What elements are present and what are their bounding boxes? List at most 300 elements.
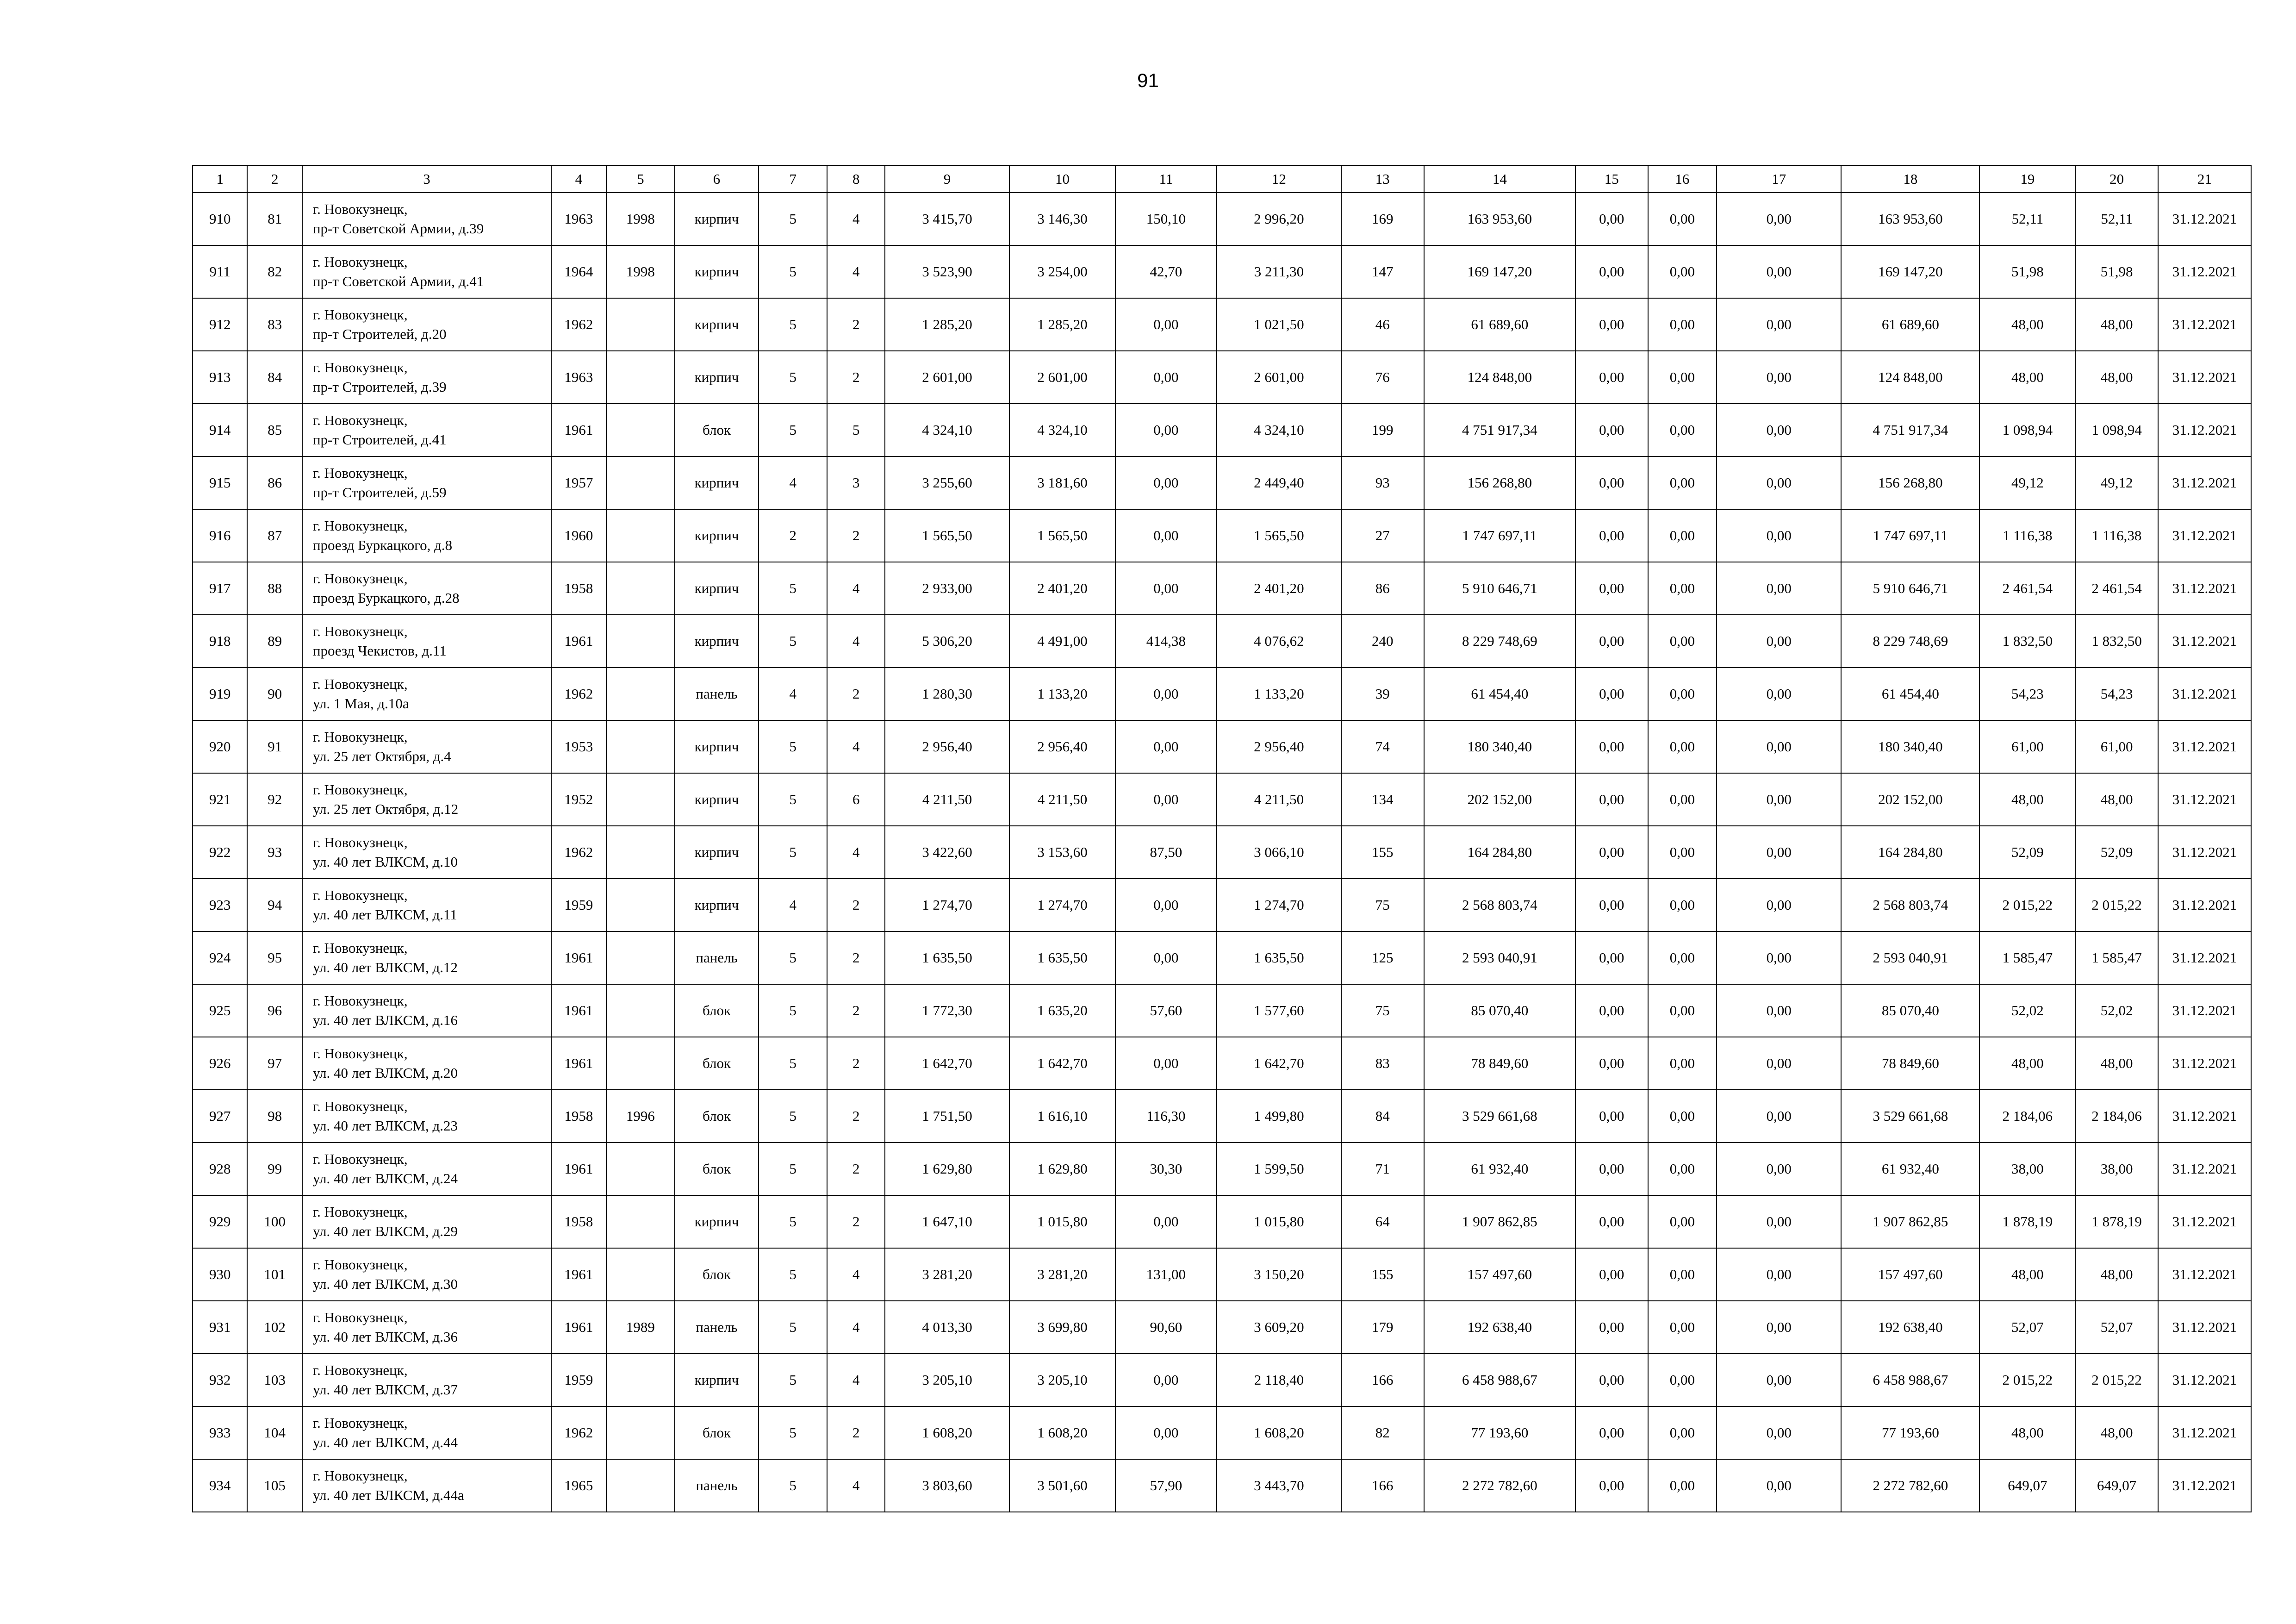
cell-col-9: 3 422,60 [885, 826, 1009, 879]
cell-col-20: 1 585,47 [2075, 931, 2158, 984]
cell-col-16: 0,00 [1648, 773, 1717, 826]
cell-col-10: 4 491,00 [1009, 615, 1115, 668]
cell-col-16: 0,00 [1648, 931, 1717, 984]
address-city: г. Новокузнецк, [312, 1362, 408, 1378]
cell-col-7: 5 [759, 826, 828, 879]
cell-col-14: 61 689,60 [1424, 298, 1575, 351]
cell-col-12: 3 211,30 [1217, 245, 1341, 298]
cell-col-13: 27 [1341, 509, 1424, 562]
cell-col-6: кирпич [675, 615, 759, 668]
cell-col-10: 4 324,10 [1009, 404, 1115, 456]
cell-col-6: кирпич [675, 1195, 759, 1248]
address-city: г. Новокузнецк, [312, 1045, 408, 1062]
cell-col-19: 2 461,54 [1979, 562, 2075, 615]
address-street: ул. 40 лет ВЛКСМ, д.30 [312, 1276, 458, 1292]
cell-col-16: 0,00 [1648, 509, 1717, 562]
cell-col-7: 4 [759, 668, 828, 720]
cell-col-2: 88 [247, 562, 302, 615]
cell-col-2: 95 [247, 931, 302, 984]
cell-col-8: 2 [827, 509, 885, 562]
cell-col-19: 1 585,47 [1979, 931, 2075, 984]
cell-col-5 [606, 1037, 675, 1090]
address-city: г. Новокузнецк, [312, 623, 408, 639]
cell-col-16: 0,00 [1648, 245, 1717, 298]
cell-col-16: 0,00 [1648, 615, 1717, 668]
cell-col-1: 927 [193, 1090, 247, 1143]
cell-col-6: кирпич [675, 193, 759, 245]
cell-col-1: 914 [193, 404, 247, 456]
table-row [193, 1090, 2251, 1143]
cell-col-20: 2 461,54 [2075, 562, 2158, 615]
cell-col-5: 1998 [606, 193, 675, 245]
column-header-11: 11 [1115, 166, 1217, 193]
cell-col-18: 4 751 917,34 [1841, 404, 1979, 456]
cell-col-6: блок [675, 1037, 759, 1090]
cell-col-8: 2 [827, 298, 885, 351]
table-row [193, 351, 2251, 404]
cell-col-15: 0,00 [1575, 1037, 1648, 1090]
cell-col-2: 84 [247, 351, 302, 404]
cell-col-12: 1 608,20 [1217, 1406, 1341, 1459]
cell-col-4: 1961 [551, 1301, 606, 1354]
address-street: ул. 40 лет ВЛКСМ, д.37 [312, 1381, 458, 1398]
cell-col-17: 0,00 [1717, 509, 1841, 562]
address-cell [302, 1090, 551, 1143]
cell-col-10: 3 281,20 [1009, 1248, 1115, 1301]
cell-col-12: 2 996,20 [1217, 193, 1341, 245]
cell-col-19: 649,07 [1979, 1459, 2075, 1512]
address-city: г. Новокузнецк, [312, 201, 408, 217]
address-city: г. Новокузнецк, [312, 465, 408, 481]
cell-col-17: 0,00 [1717, 826, 1841, 879]
cell-col-8: 4 [827, 826, 885, 879]
cell-col-20: 1 832,50 [2075, 615, 2158, 668]
cell-col-16: 0,00 [1648, 1195, 1717, 1248]
cell-col-6: кирпич [675, 773, 759, 826]
cell-col-18: 85 070,40 [1841, 984, 1979, 1037]
cell-col-14: 61 454,40 [1424, 668, 1575, 720]
address-street: ул. 40 лет ВЛКСМ, д.12 [312, 959, 458, 975]
column-header-12: 12 [1217, 166, 1341, 193]
cell-col-19: 1 098,94 [1979, 404, 2075, 456]
table-row [193, 298, 2251, 351]
address-cell [302, 456, 551, 509]
cell-col-4: 1962 [551, 298, 606, 351]
cell-col-4: 1961 [551, 1143, 606, 1195]
cell-col-4: 1965 [551, 1459, 606, 1512]
column-header-1: 1 [193, 166, 247, 193]
cell-col-10: 1 565,50 [1009, 509, 1115, 562]
cell-col-2: 82 [247, 245, 302, 298]
cell-col-10: 3 254,00 [1009, 245, 1115, 298]
cell-col-20: 649,07 [2075, 1459, 2158, 1512]
cell-col-9: 1 608,20 [885, 1406, 1009, 1459]
address-street: пр-т Строителей, д.20 [312, 326, 447, 342]
cell-col-5 [606, 826, 675, 879]
address-city: г. Новокузнецк, [312, 887, 408, 903]
address-city: г. Новокузнецк, [312, 781, 408, 798]
cell-col-7: 5 [759, 773, 828, 826]
cell-col-20: 48,00 [2075, 1037, 2158, 1090]
address-street: ул. 40 лет ВЛКСМ, д.20 [312, 1065, 458, 1081]
table-row [193, 1459, 2251, 1512]
cell-col-8: 2 [827, 879, 885, 931]
cell-col-7: 5 [759, 1195, 828, 1248]
cell-col-15: 0,00 [1575, 984, 1648, 1037]
cell-col-8: 4 [827, 1248, 885, 1301]
column-header-2: 2 [247, 166, 302, 193]
cell-col-14: 85 070,40 [1424, 984, 1575, 1037]
cell-col-18: 61 932,40 [1841, 1143, 1979, 1195]
address-city: г. Новокузнецк, [312, 518, 408, 534]
cell-col-17: 0,00 [1717, 1037, 1841, 1090]
cell-col-11: 90,60 [1115, 1301, 1217, 1354]
cell-col-11: 116,30 [1115, 1090, 1217, 1143]
address-cell [302, 668, 551, 720]
address-street: ул. 40 лет ВЛКСМ, д.29 [312, 1223, 458, 1239]
cell-col-14: 4 751 917,34 [1424, 404, 1575, 456]
address-city: г. Новокузнецк, [312, 676, 408, 692]
cell-col-7: 5 [759, 1248, 828, 1301]
table-row [193, 456, 2251, 509]
cell-col-16: 0,00 [1648, 562, 1717, 615]
cell-col-11: 0,00 [1115, 456, 1217, 509]
cell-col-13: 93 [1341, 456, 1424, 509]
cell-col-8: 4 [827, 245, 885, 298]
cell-col-7: 5 [759, 404, 828, 456]
cell-col-15: 0,00 [1575, 509, 1648, 562]
cell-col-8: 4 [827, 1354, 885, 1406]
cell-col-21: 31.12.2021 [2158, 826, 2251, 879]
cell-col-1: 918 [193, 615, 247, 668]
cell-col-11: 0,00 [1115, 668, 1217, 720]
cell-col-9: 3 205,10 [885, 1354, 1009, 1406]
cell-col-6: панель [675, 931, 759, 984]
cell-col-7: 2 [759, 509, 828, 562]
cell-col-5 [606, 351, 675, 404]
cell-col-21: 31.12.2021 [2158, 404, 2251, 456]
cell-col-16: 0,00 [1648, 1248, 1717, 1301]
cell-col-5 [606, 1354, 675, 1406]
cell-col-10: 3 205,10 [1009, 1354, 1115, 1406]
cell-col-20: 48,00 [2075, 351, 2158, 404]
address-street: пр-т Строителей, д.41 [312, 431, 447, 448]
cell-col-1: 913 [193, 351, 247, 404]
column-header-7: 7 [759, 166, 828, 193]
cell-col-11: 131,00 [1115, 1248, 1217, 1301]
cell-col-4: 1962 [551, 1406, 606, 1459]
column-header-4: 4 [551, 166, 606, 193]
cell-col-13: 84 [1341, 1090, 1424, 1143]
cell-col-19: 52,07 [1979, 1301, 2075, 1354]
cell-col-2: 105 [247, 1459, 302, 1512]
cell-col-21: 31.12.2021 [2158, 1037, 2251, 1090]
cell-col-12: 3 443,70 [1217, 1459, 1341, 1512]
cell-col-6: кирпич [675, 298, 759, 351]
cell-col-19: 2 015,22 [1979, 1354, 2075, 1406]
cell-col-14: 2 593 040,91 [1424, 931, 1575, 984]
table-row [193, 615, 2251, 668]
cell-col-1: 919 [193, 668, 247, 720]
cell-col-19: 2 015,22 [1979, 879, 2075, 931]
cell-col-9: 5 306,20 [885, 615, 1009, 668]
cell-col-13: 179 [1341, 1301, 1424, 1354]
cell-col-20: 52,09 [2075, 826, 2158, 879]
cell-col-15: 0,00 [1575, 1090, 1648, 1143]
cell-col-19: 38,00 [1979, 1143, 2075, 1195]
cell-col-14: 3 529 661,68 [1424, 1090, 1575, 1143]
address-city: г. Новокузнецк, [312, 1098, 408, 1114]
cell-col-19: 48,00 [1979, 1248, 2075, 1301]
cell-col-17: 0,00 [1717, 193, 1841, 245]
cell-col-8: 4 [827, 1459, 885, 1512]
cell-col-14: 202 152,00 [1424, 773, 1575, 826]
cell-col-18: 164 284,80 [1841, 826, 1979, 879]
table-row [193, 404, 2251, 456]
cell-col-11: 57,90 [1115, 1459, 1217, 1512]
cell-col-13: 46 [1341, 298, 1424, 351]
address-city: г. Новокузнецк, [312, 834, 408, 850]
cell-col-13: 125 [1341, 931, 1424, 984]
cell-col-9: 1 751,50 [885, 1090, 1009, 1143]
cell-col-1: 920 [193, 720, 247, 773]
address-cell [302, 773, 551, 826]
cell-col-18: 78 849,60 [1841, 1037, 1979, 1090]
cell-col-20: 2 015,22 [2075, 879, 2158, 931]
cell-col-4: 1952 [551, 773, 606, 826]
cell-col-7: 5 [759, 298, 828, 351]
cell-col-20: 52,02 [2075, 984, 2158, 1037]
cell-col-18: 3 529 661,68 [1841, 1090, 1979, 1143]
address-cell [302, 298, 551, 351]
cell-col-8: 6 [827, 773, 885, 826]
cell-col-14: 180 340,40 [1424, 720, 1575, 773]
cell-col-6: блок [675, 1090, 759, 1143]
cell-col-8: 2 [827, 1143, 885, 1195]
cell-col-6: панель [675, 1301, 759, 1354]
cell-col-14: 61 932,40 [1424, 1143, 1575, 1195]
cell-col-12: 2 118,40 [1217, 1354, 1341, 1406]
cell-col-13: 155 [1341, 826, 1424, 879]
cell-col-21: 31.12.2021 [2158, 615, 2251, 668]
cell-col-4: 1961 [551, 984, 606, 1037]
cell-col-15: 0,00 [1575, 1406, 1648, 1459]
cell-col-15: 0,00 [1575, 773, 1648, 826]
cell-col-16: 0,00 [1648, 298, 1717, 351]
cell-col-19: 49,12 [1979, 456, 2075, 509]
cell-col-8: 2 [827, 1195, 885, 1248]
cell-col-1: 932 [193, 1354, 247, 1406]
table-row [193, 509, 2251, 562]
cell-col-2: 91 [247, 720, 302, 773]
column-header-21: 21 [2158, 166, 2251, 193]
cell-col-6: кирпич [675, 562, 759, 615]
cell-col-1: 929 [193, 1195, 247, 1248]
cell-col-15: 0,00 [1575, 615, 1648, 668]
cell-col-5: 1989 [606, 1301, 675, 1354]
cell-col-7: 5 [759, 1090, 828, 1143]
cell-col-10: 3 699,80 [1009, 1301, 1115, 1354]
cell-col-20: 48,00 [2075, 1248, 2158, 1301]
cell-col-14: 169 147,20 [1424, 245, 1575, 298]
cell-col-1: 922 [193, 826, 247, 879]
cell-col-16: 0,00 [1648, 351, 1717, 404]
cell-col-15: 0,00 [1575, 193, 1648, 245]
address-street: ул. 25 лет Октября, д.12 [312, 801, 459, 817]
address-cell [302, 1248, 551, 1301]
cell-col-2: 102 [247, 1301, 302, 1354]
cell-col-4: 1960 [551, 509, 606, 562]
cell-col-18: 61 689,60 [1841, 298, 1979, 351]
cell-col-5 [606, 879, 675, 931]
cell-col-2: 99 [247, 1143, 302, 1195]
address-cell [302, 1459, 551, 1512]
column-header-18: 18 [1841, 166, 1979, 193]
cell-col-2: 90 [247, 668, 302, 720]
cell-col-9: 1 642,70 [885, 1037, 1009, 1090]
cell-col-7: 5 [759, 1354, 828, 1406]
cell-col-5: 1998 [606, 245, 675, 298]
table-row [193, 562, 2251, 615]
cell-col-12: 1 133,20 [1217, 668, 1341, 720]
cell-col-8: 4 [827, 562, 885, 615]
cell-col-15: 0,00 [1575, 931, 1648, 984]
cell-col-15: 0,00 [1575, 1301, 1648, 1354]
cell-col-4: 1953 [551, 720, 606, 773]
cell-col-6: кирпич [675, 456, 759, 509]
cell-col-11: 0,00 [1115, 1354, 1217, 1406]
cell-col-4: 1961 [551, 1037, 606, 1090]
cell-col-18: 180 340,40 [1841, 720, 1979, 773]
column-header-10: 10 [1009, 166, 1115, 193]
cell-col-4: 1961 [551, 1248, 606, 1301]
cell-col-12: 1 015,80 [1217, 1195, 1341, 1248]
cell-col-6: кирпич [675, 826, 759, 879]
address-city: г. Новокузнецк, [312, 1468, 408, 1484]
cell-col-12: 4 324,10 [1217, 404, 1341, 456]
cell-col-11: 0,00 [1115, 351, 1217, 404]
cell-col-7: 4 [759, 879, 828, 931]
cell-col-2: 104 [247, 1406, 302, 1459]
cell-col-5 [606, 1459, 675, 1512]
cell-col-13: 155 [1341, 1248, 1424, 1301]
cell-col-8: 2 [827, 1406, 885, 1459]
cell-col-18: 169 147,20 [1841, 245, 1979, 298]
cell-col-11: 414,38 [1115, 615, 1217, 668]
cell-col-9: 3 255,60 [885, 456, 1009, 509]
cell-col-6: панель [675, 668, 759, 720]
cell-col-9: 1 280,30 [885, 668, 1009, 720]
cell-col-13: 75 [1341, 984, 1424, 1037]
cell-col-18: 1 747 697,11 [1841, 509, 1979, 562]
cell-col-5 [606, 1248, 675, 1301]
cell-col-17: 0,00 [1717, 1090, 1841, 1143]
cell-col-11: 0,00 [1115, 1195, 1217, 1248]
table-row [193, 879, 2251, 931]
cell-col-2: 92 [247, 773, 302, 826]
cell-col-21: 31.12.2021 [2158, 456, 2251, 509]
address-city: г. Новокузнецк, [312, 729, 408, 745]
cell-col-4: 1962 [551, 668, 606, 720]
cell-col-8: 4 [827, 720, 885, 773]
cell-col-17: 0,00 [1717, 615, 1841, 668]
address-street: ул. 40 лет ВЛКСМ, д.44 [312, 1434, 458, 1450]
table-row [193, 773, 2251, 826]
address-cell [302, 562, 551, 615]
cell-col-9: 2 933,00 [885, 562, 1009, 615]
cell-col-1: 928 [193, 1143, 247, 1195]
address-cell [302, 1143, 551, 1195]
cell-col-9: 4 211,50 [885, 773, 1009, 826]
cell-col-1: 917 [193, 562, 247, 615]
cell-col-7: 5 [759, 193, 828, 245]
cell-col-7: 5 [759, 615, 828, 668]
cell-col-19: 1 878,19 [1979, 1195, 2075, 1248]
cell-col-10: 1 616,10 [1009, 1090, 1115, 1143]
cell-col-18: 6 458 988,67 [1841, 1354, 1979, 1406]
address-cell [302, 1037, 551, 1090]
address-cell [302, 1354, 551, 1406]
column-header-20: 20 [2075, 166, 2158, 193]
cell-col-19: 48,00 [1979, 773, 2075, 826]
cell-col-15: 0,00 [1575, 1248, 1648, 1301]
cell-col-16: 0,00 [1648, 879, 1717, 931]
cell-col-17: 0,00 [1717, 879, 1841, 931]
cell-col-6: панель [675, 1459, 759, 1512]
cell-col-20: 52,07 [2075, 1301, 2158, 1354]
address-street: пр-т Строителей, д.59 [312, 484, 447, 500]
address-city: г. Новокузнецк, [312, 1204, 408, 1220]
cell-col-14: 77 193,60 [1424, 1406, 1575, 1459]
cell-col-7: 4 [759, 456, 828, 509]
cell-col-20: 38,00 [2075, 1143, 2158, 1195]
cell-col-6: блок [675, 984, 759, 1037]
cell-col-14: 124 848,00 [1424, 351, 1575, 404]
cell-col-20: 2 184,06 [2075, 1090, 2158, 1143]
table-row [193, 720, 2251, 773]
cell-col-5 [606, 615, 675, 668]
cell-col-17: 0,00 [1717, 931, 1841, 984]
table-row [193, 1354, 2251, 1406]
cell-col-11: 87,50 [1115, 826, 1217, 879]
cell-col-2: 93 [247, 826, 302, 879]
cell-col-8: 2 [827, 668, 885, 720]
cell-col-15: 0,00 [1575, 298, 1648, 351]
cell-col-10: 3 153,60 [1009, 826, 1115, 879]
cell-col-20: 1 878,19 [2075, 1195, 2158, 1248]
cell-col-8: 4 [827, 193, 885, 245]
cell-col-8: 5 [827, 404, 885, 456]
cell-col-17: 0,00 [1717, 1406, 1841, 1459]
cell-col-17: 0,00 [1717, 668, 1841, 720]
cell-col-13: 64 [1341, 1195, 1424, 1248]
cell-col-14: 6 458 988,67 [1424, 1354, 1575, 1406]
cell-col-12: 4 076,62 [1217, 615, 1341, 668]
address-cell [302, 351, 551, 404]
cell-col-6: блок [675, 1406, 759, 1459]
table-row [193, 1248, 2251, 1301]
cell-col-15: 0,00 [1575, 562, 1648, 615]
cell-col-12: 4 211,50 [1217, 773, 1341, 826]
cell-col-9: 1 565,50 [885, 509, 1009, 562]
cell-col-21: 31.12.2021 [2158, 720, 2251, 773]
cell-col-13: 75 [1341, 879, 1424, 931]
cell-col-14: 5 910 646,71 [1424, 562, 1575, 615]
cell-col-6: кирпич [675, 879, 759, 931]
cell-col-14: 163 953,60 [1424, 193, 1575, 245]
cell-col-1: 934 [193, 1459, 247, 1512]
column-header-16: 16 [1648, 166, 1717, 193]
